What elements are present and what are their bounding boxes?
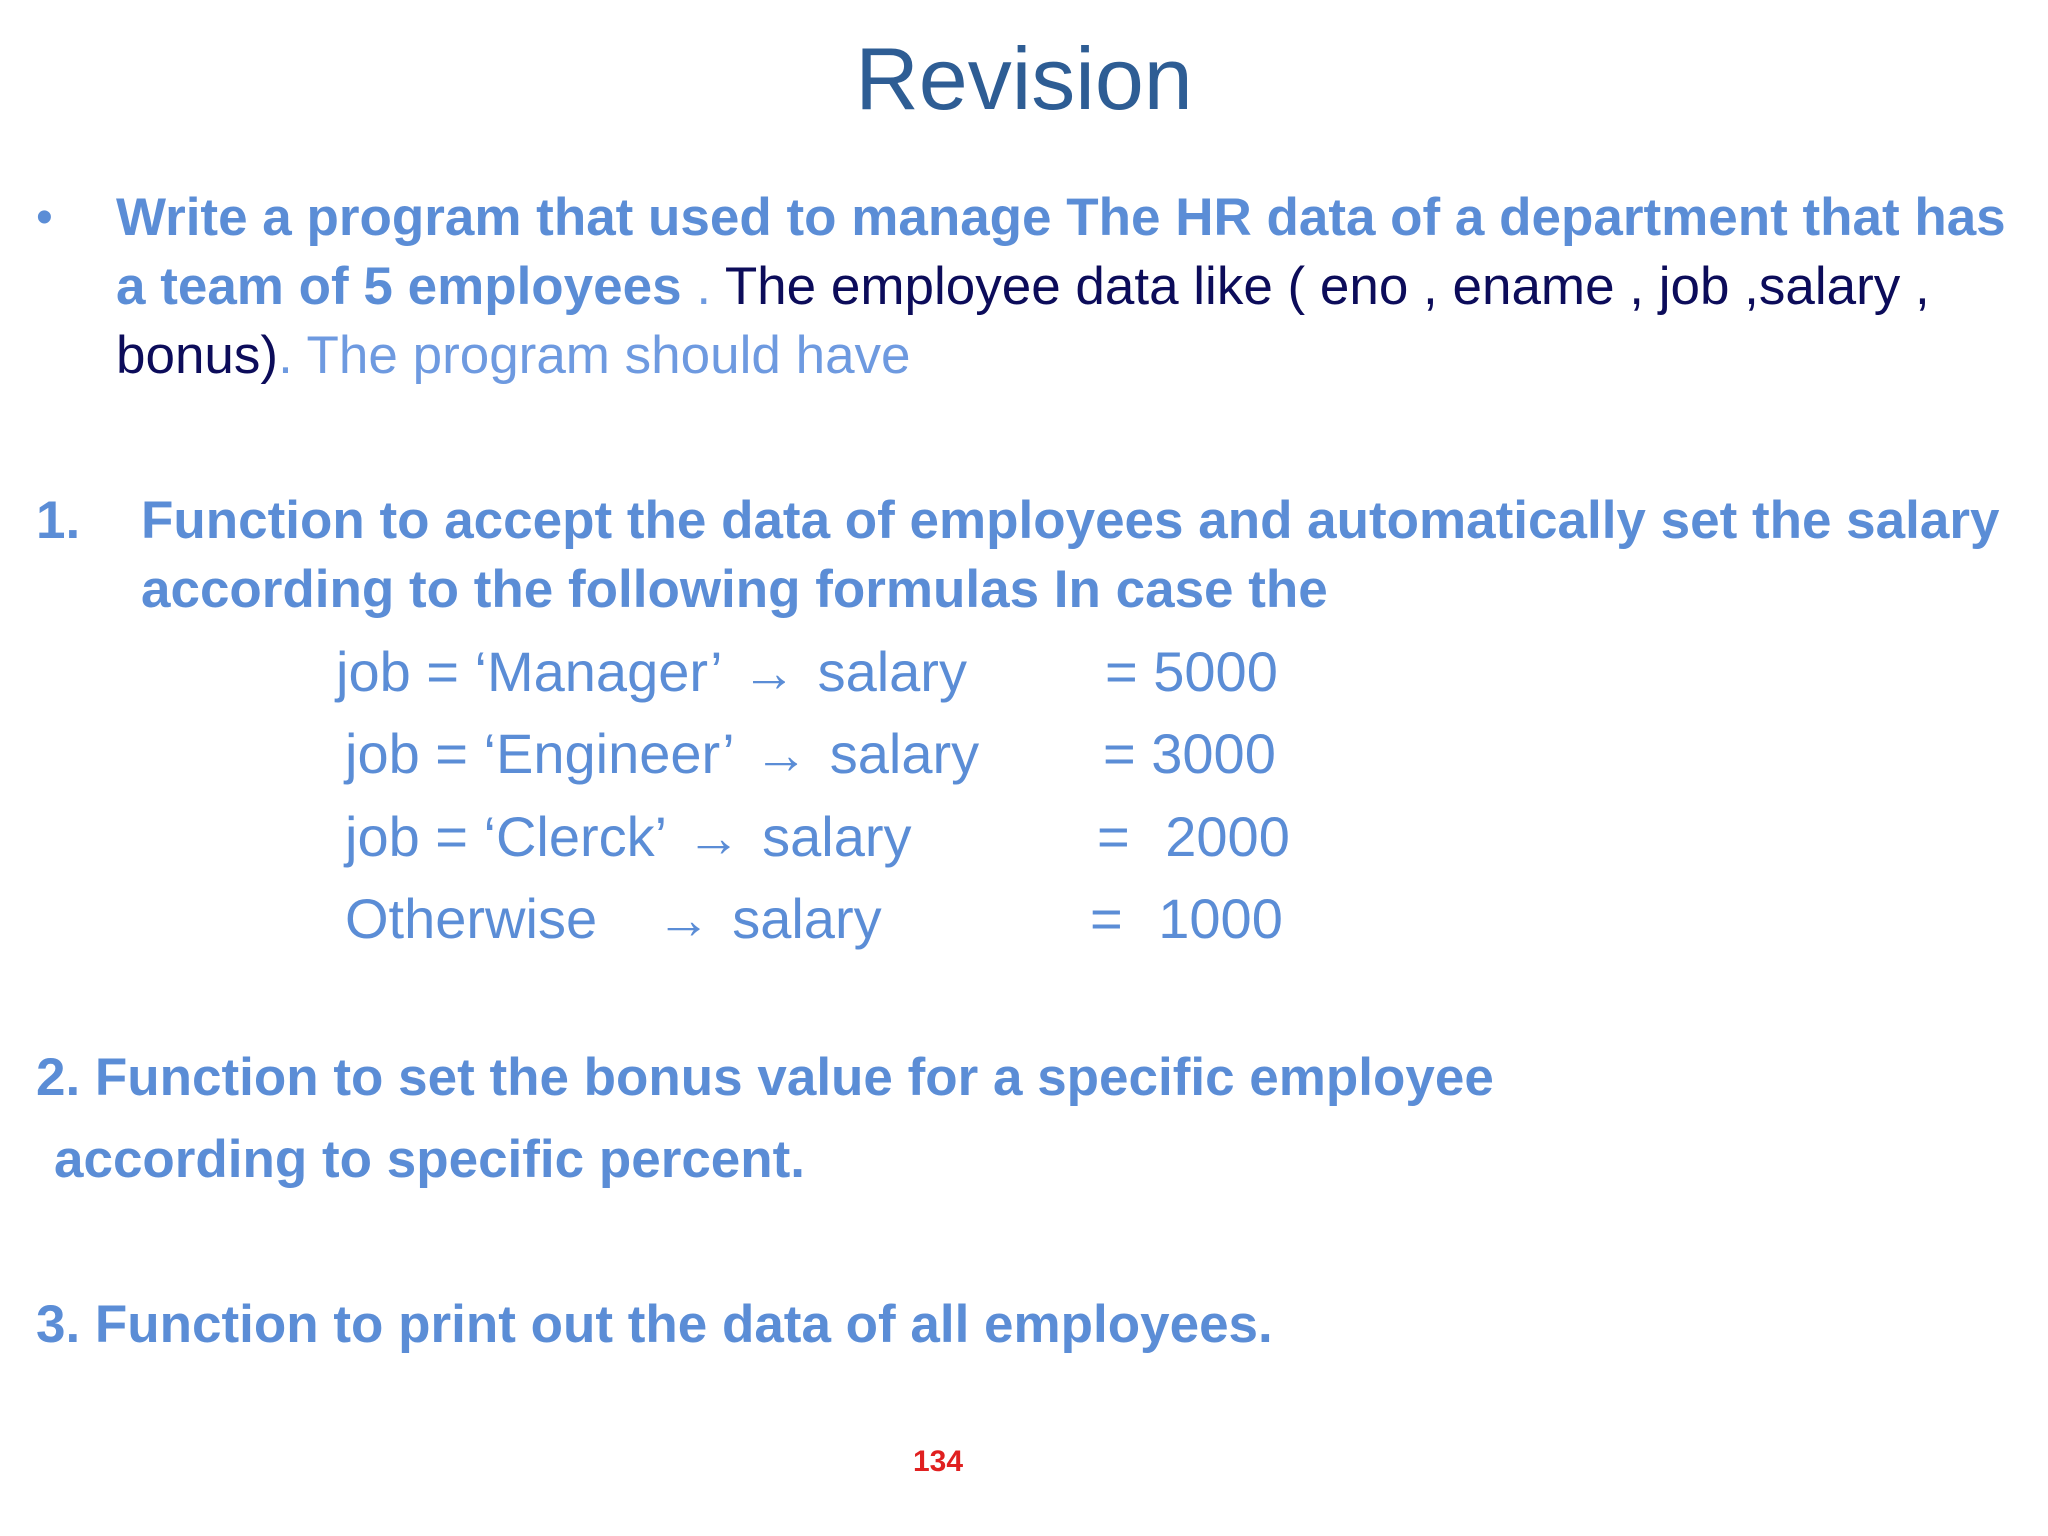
list-item-1-number: 1.: [36, 491, 81, 550]
formula-manager-value: [1105, 638, 1278, 705]
list-item-2-line1: 2. Function to set the bonus value for a specific employee: [36, 1048, 1494, 1107]
intro-text: [116, 183, 2016, 390]
formula-target: salary: [829, 722, 980, 785]
formula-value: 3000: [1151, 722, 1276, 785]
formula-value: 5000: [1153, 640, 1278, 703]
list-item-3: 3. Function to print out the data of all employees.: [36, 1295, 1273, 1354]
page-number: 134: [912, 1445, 964, 1478]
formula-otherwise-condition: [345, 885, 882, 953]
formula-equals: =: [1103, 722, 1136, 785]
arrow-icon: →: [742, 643, 797, 703]
formula-equals: =: [1097, 805, 1130, 868]
formula-equals: =: [1105, 640, 1138, 703]
list-item-2: [36, 1043, 1494, 1194]
formula-condition: job = ‘Clerck’: [345, 805, 666, 868]
list-item-1-text: Function to accept the data of employees and automatically set the salary according to the following formulas In case the: [141, 491, 2000, 619]
intro-text-fields: The employee data like ( eno , ename , job ,salary , bonus): [116, 257, 1930, 385]
formula-clerck-value: [1097, 803, 1290, 870]
formula-engineer-condition: [345, 720, 979, 788]
arrow-icon: →: [686, 808, 741, 868]
intro-text-bold: Write a program that used to manage The HR data of a department that has a team of 5 employees: [116, 188, 2006, 316]
formula-target: salary: [817, 640, 967, 703]
formula-otherwise-value: [1090, 885, 1283, 952]
formula-target: salary: [762, 805, 912, 868]
formula-engineer-value: [1103, 720, 1276, 787]
arrow-icon: →: [656, 890, 711, 950]
formula-condition: job = ‘Manager’: [336, 640, 721, 703]
formula-condition: job = ‘Engineer’: [345, 722, 733, 785]
formula-manager-condition: [336, 638, 967, 706]
formula-clerck-condition: [345, 803, 912, 871]
formula-target: salary: [732, 887, 882, 950]
bullet-marker: •: [36, 191, 53, 244]
formula-condition: Otherwise: [345, 887, 598, 950]
intro-text-end: . The program should have: [278, 326, 911, 385]
list-item-2-line2: according to specific percent.: [54, 1130, 806, 1189]
formula-equals: =: [1090, 887, 1123, 950]
arrow-icon: →: [754, 725, 809, 785]
formula-value: 2000: [1165, 805, 1290, 868]
slide-title: Revision: [855, 29, 1193, 128]
formula-value: 1000: [1158, 887, 1283, 950]
intro-text-dot: .: [696, 257, 725, 316]
